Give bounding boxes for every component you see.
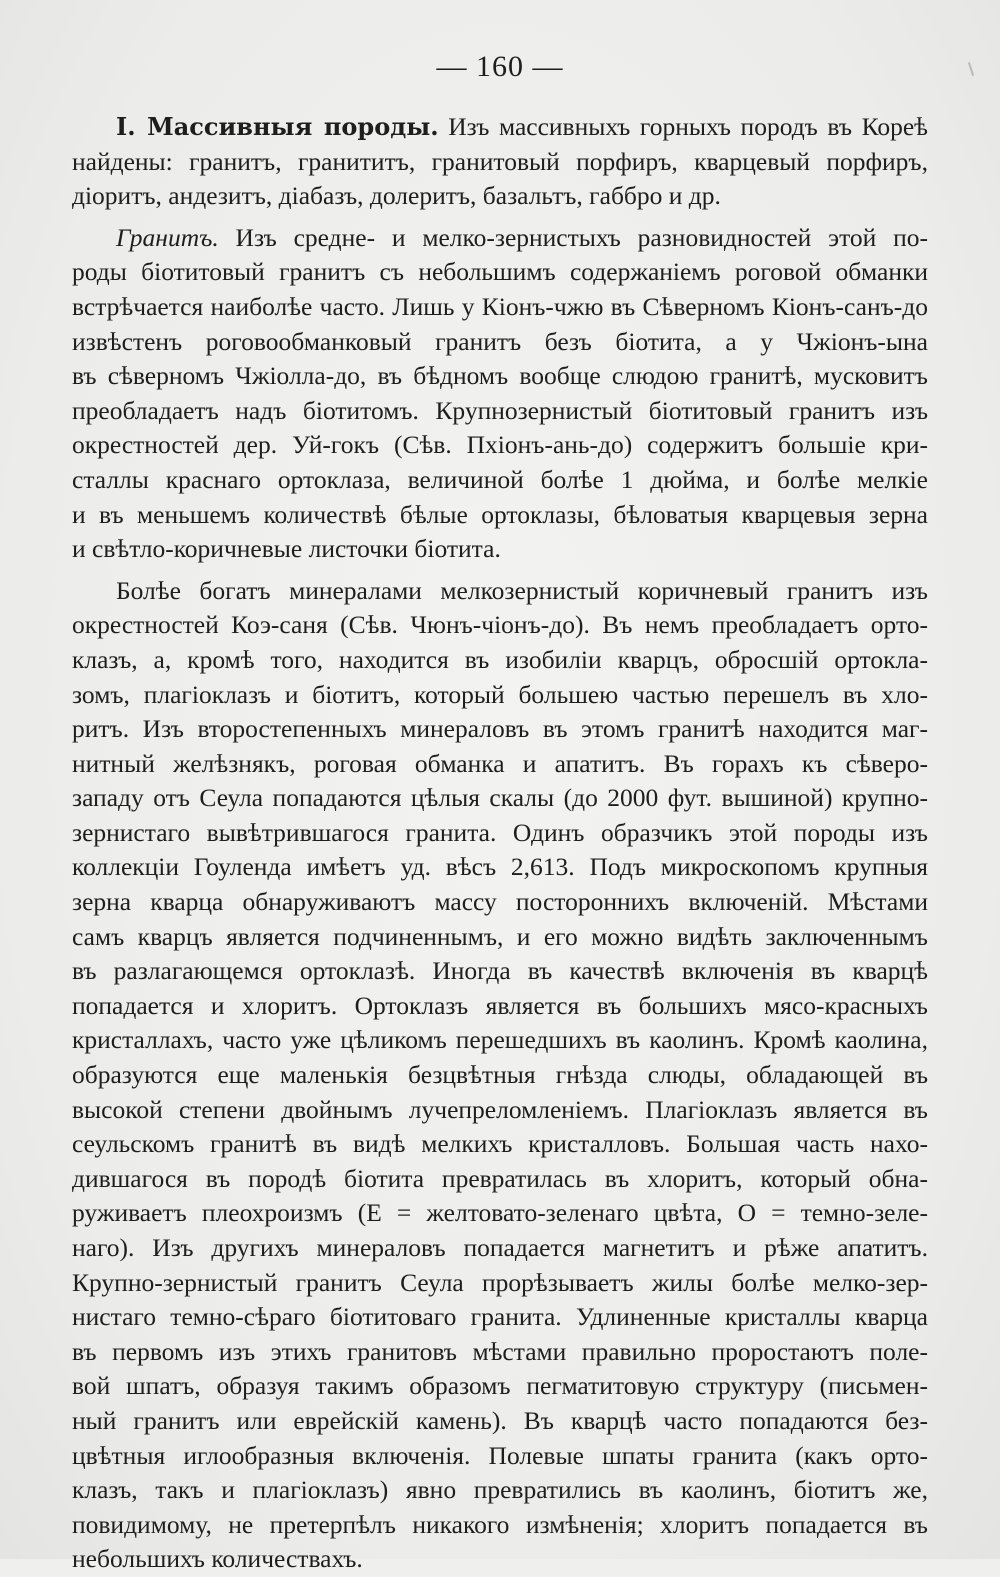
- text-line: преобладаетъ надъ біотитомъ. Крупнозернистый біотитовый гранитъ изъ: [72, 395, 928, 425]
- text-line: зомъ, плагіоклазъ и біотитъ, который большею частью перешелъ въ хло-: [72, 679, 928, 709]
- text-line: нитный желѣзнякъ, роговая обманка и апатитъ. Въ горахъ къ сѣверо-: [72, 748, 928, 778]
- text-line: въ первомъ изъ этихъ гранитовъ мѣстами правильно проростаютъ поле-: [72, 1336, 928, 1366]
- section-heading: I. Массивныя породы.: [116, 112, 439, 141]
- text-line: роды біотитовый гранитъ съ небольшимъ содержаніемъ роговой обманки: [72, 257, 928, 287]
- text-line: ный гранитъ или еврейскій камень). Въ кварцѣ часто попадаются без-: [72, 1405, 928, 1435]
- text-line: встрѣчается наиболѣе часто. Лишь у Кіонъ-чжю въ Сѣверномъ Кіонъ-санъ-до: [72, 291, 928, 321]
- text-line: [72, 110, 928, 145]
- text-line: зерна кварца обнаруживаютъ массу постороннихъ включеній. Мѣстами: [72, 887, 928, 917]
- text-line: небольшихъ количествахъ.: [72, 1544, 363, 1574]
- text-run: Изъ массивныхъ горныхъ породъ въ Кореѣ: [438, 112, 928, 141]
- text-line: высокой степени двойнымъ лучепреломленіемъ. Плагіоклазъ является въ: [72, 1094, 928, 1124]
- text-line: сталлы краснаго ортоклаза, величиной болѣе 1 дюйма, и болѣе мелкіе: [72, 464, 928, 494]
- text-line: въ разлагающемся ортоклазѣ. Иногда въ качествѣ включенія въ кварцѣ: [72, 956, 928, 986]
- term-granite: Гранитъ.: [116, 222, 219, 252]
- text-line: извѣстенъ роговообманковый гранитъ безъ біотита, а у Чжіонъ-ына: [72, 326, 928, 356]
- text-line: западу отъ Сеула попадаются цѣлыя скалы (до 2000 фут. вышиной) крупно-: [72, 783, 928, 813]
- text-line: цвѣтныя иглообразныя включенія. Полевые шпаты гранита (какъ орто-: [72, 1440, 928, 1470]
- text-line: діоритъ, андезитъ, діабазъ, долеритъ, базальтъ, габбро и др.: [72, 181, 721, 211]
- page-number: — 160 —: [436, 50, 564, 83]
- text-line: кристаллахъ, часто уже цѣликомъ перешедшихъ въ каолинъ. Кромѣ каолина,: [72, 1025, 928, 1055]
- text-line: клазъ, такъ и плагіоклазъ) явно превратились въ каолинъ, біотитъ же,: [72, 1475, 928, 1505]
- text-line: ритъ. Изъ второстепенныхъ минераловъ въ этомъ гранитѣ находится маг-: [72, 714, 928, 744]
- body-text: [72, 110, 928, 1577]
- text-line: образуются еще маленькія безцвѣтныя гнѣзда слюды, обладающей въ: [72, 1060, 928, 1090]
- text-line: сеульскомъ гранитѣ въ видѣ мелкихъ кристалловъ. Большая часть нахо-: [72, 1129, 928, 1159]
- text-line: нистаго темно-сѣраго біотитоваго гранита. Удлиненные кристаллы кварца: [72, 1302, 928, 1332]
- text-line: повидимому, не претерпѣлъ никакого измѣненія; хлоритъ попадается въ: [72, 1509, 928, 1539]
- text-line: и въ меньшемъ количествѣ бѣлые ортоклазы, бѣловатыя кварцевыя зерна: [72, 499, 928, 529]
- paragraph-massive-rocks: [72, 110, 928, 214]
- text-line: [72, 221, 928, 256]
- text-line: зернистаго вывѣтрившагося гранита. Одинъ образчикъ этой породы изъ: [72, 817, 928, 847]
- text-line: дившагося въ породѣ біотита превратилась въ хлоритъ, который обна-: [72, 1163, 928, 1193]
- text-line: найдены: гранитъ, гранититъ, гранитовый порфиръ, кварцевый порфиръ,: [72, 146, 928, 176]
- text-line: наго). Изъ другихъ минераловъ попадается магнетитъ и рѣже апатитъ.: [72, 1233, 928, 1262]
- text-line: клазъ, а, кромѣ того, находится въ изобиліи кварцъ, обросшій ортокла-: [72, 644, 928, 674]
- paragraph-granite: [72, 221, 928, 567]
- text-line: и свѣтло-коричневые листочки біотита.: [72, 534, 501, 564]
- paragraph-brown-granite: [72, 574, 928, 1577]
- text-line: въ сѣверномъ Чжіолла-до, въ бѣдномъ вообще слюдою гранитѣ, мусковитъ: [72, 361, 928, 391]
- text-line: Крупно-зернистый гранитъ Сеула прорѣзываетъ жилы болѣе мелко-зер-: [72, 1267, 928, 1297]
- text-line: самъ кварцъ является подчиненнымъ, и его можно видѣть заключеннымъ: [72, 921, 928, 951]
- text-line: руживаетъ плеохроизмъ (E = желтовато-зеленаго цвѣта, O = темно-зеле-: [72, 1198, 928, 1228]
- text-line: окрестностей дер. Уй-гокъ (Сѣв. Пхіонъ-ань-до) содержитъ большіе кри-: [72, 430, 928, 460]
- text-line: вой шпатъ, образуя такимъ образомъ пегматитовую структуру (письмен-: [72, 1371, 928, 1401]
- text-line: попадается и хлоритъ. Ортоклазъ является въ большихъ мясо-красныхъ: [72, 990, 928, 1020]
- text-line: окрестностей Коэ-саня (Сѣв. Чюнъ-чіонъ-до). Въ немъ преобладаетъ орто-: [72, 610, 928, 640]
- text-line: Болѣе богатъ минералами мелкозернистый коричневый гранитъ изъ: [116, 575, 928, 605]
- text-run: Изъ средне- и мелко-зернистыхъ разновидностей этой по-: [218, 222, 928, 252]
- text-line: коллекціи Гоуленда имѣетъ уд. вѣсъ 2,613. Подъ микроскопомъ крупныя: [72, 852, 928, 882]
